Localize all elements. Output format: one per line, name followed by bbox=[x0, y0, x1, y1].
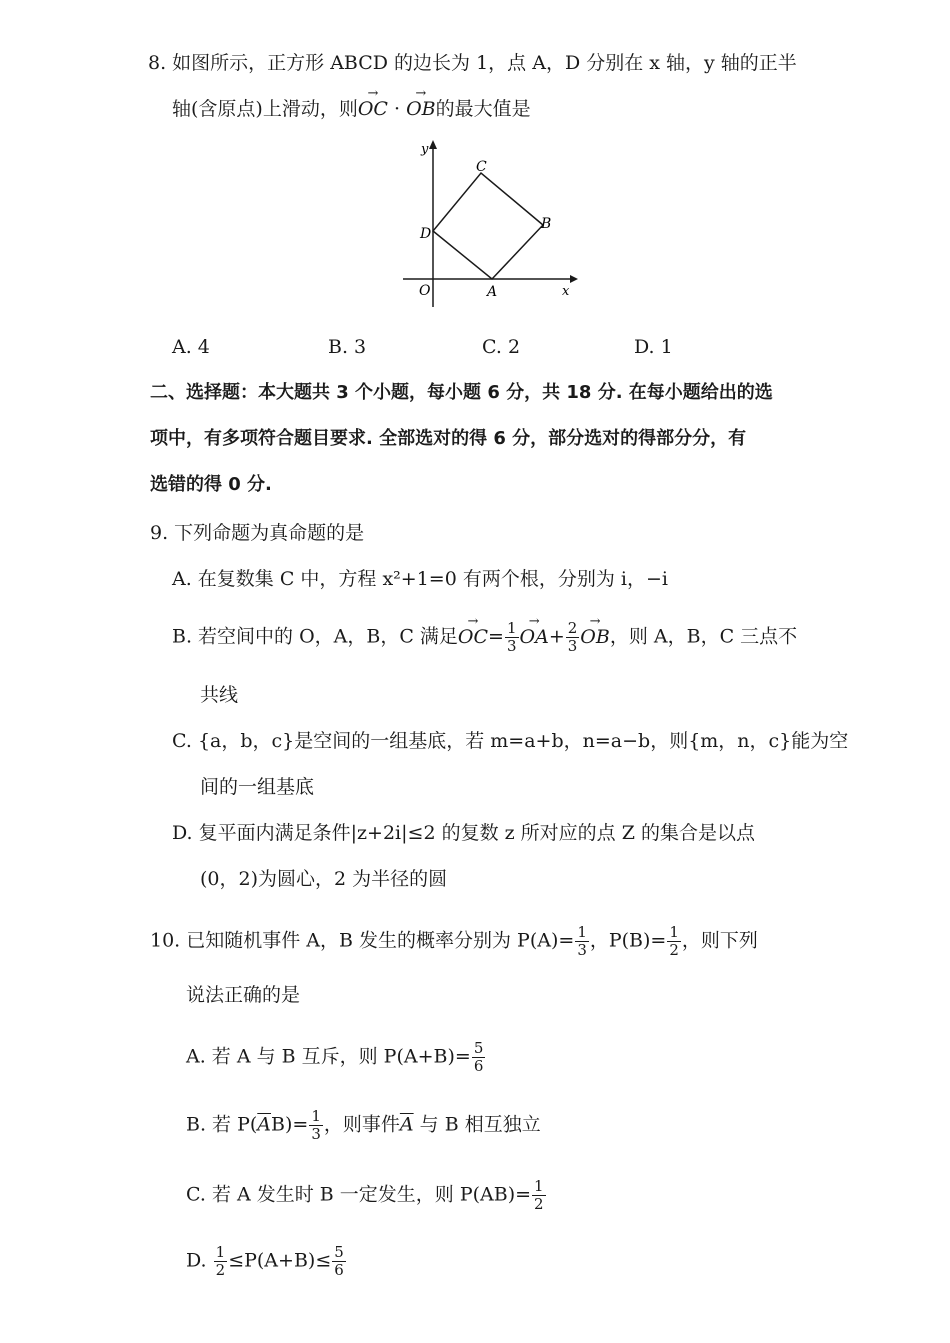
fraction-five-sixths bbox=[332, 1244, 346, 1279]
complement-a: $\overline{A}$ bbox=[399, 1113, 414, 1136]
q8-stem-line2 bbox=[172, 96, 531, 122]
q9-option-b-line2: 共线 bbox=[200, 684, 239, 706]
q10-option-b bbox=[186, 1108, 541, 1143]
numerator: 1 bbox=[669, 923, 679, 941]
dot-operator: · bbox=[387, 98, 407, 120]
label-d: D bbox=[420, 226, 432, 242]
q8-stem-end: 的最大值是 bbox=[435, 98, 531, 120]
numerator: 1 bbox=[534, 1177, 544, 1195]
vector-oa: → OA bbox=[520, 624, 549, 650]
q9-option-c-line2: 间的一组基底 bbox=[200, 776, 315, 798]
numerator: 1 bbox=[577, 923, 587, 941]
denominator: 3 bbox=[506, 637, 517, 655]
q9-option-b bbox=[172, 620, 797, 655]
q9-stem: 9. 下列命题为真命题的是 bbox=[150, 522, 365, 544]
numerator: 5 bbox=[473, 1039, 484, 1057]
fraction-five-sixths bbox=[472, 1040, 486, 1075]
q10-stem-line2: 说法正确的是 bbox=[186, 984, 301, 1006]
denominator: 2 bbox=[215, 1261, 226, 1279]
q10-a-text: A. 若 A 与 B 互斥，则 P(A+B)= bbox=[186, 1045, 471, 1068]
q8-option-c: C. 2 bbox=[482, 336, 521, 358]
denominator: 3 bbox=[577, 941, 587, 959]
q10-d-text: D. bbox=[186, 1249, 213, 1272]
vector-oc: → OC bbox=[458, 624, 488, 650]
label-b: B bbox=[541, 216, 552, 232]
numerator: 1 bbox=[215, 1243, 226, 1261]
label-o: O bbox=[419, 283, 431, 299]
label-x: x bbox=[562, 284, 570, 299]
section2-line1: 二、选择题：本大题共 3 个小题，每小题 6 分，共 18 分. 在每小题给出的选 bbox=[150, 382, 773, 403]
q9-option-a: A. 在复数集 C 中，方程 x²+1=0 有两个根，分别为 i，−i bbox=[172, 568, 668, 590]
q10-c-text: C. 若 A 发生时 B 一定发生，则 P(AB)= bbox=[186, 1183, 532, 1206]
q8-figure bbox=[395, 135, 595, 315]
q10-stem-end: ，则下列 bbox=[681, 929, 758, 952]
denominator: 2 bbox=[534, 1195, 544, 1213]
q10-b-text: B. 若 P( bbox=[186, 1113, 258, 1136]
q10-option-c bbox=[186, 1178, 547, 1213]
q10-d-mid: ≤P(A+B)≤ bbox=[228, 1249, 332, 1272]
y-axis-arrow bbox=[429, 140, 437, 149]
numerator: 2 bbox=[567, 619, 578, 637]
q9-option-d-line2: (0，2)为圆心，2 为半径的圆 bbox=[200, 868, 448, 890]
section2-line2: 项中，有多项符合题目要求. 全部选对的得 6 分，部分选对的得部分分，有 bbox=[150, 428, 747, 449]
fraction-pa bbox=[575, 924, 589, 959]
q10-option-d bbox=[186, 1244, 347, 1279]
q8-option-d: D. 1 bbox=[634, 336, 673, 358]
q10-b-post: ，则事件 bbox=[323, 1113, 400, 1136]
q9-option-c-line1: C. {a，b，c}是空间的一组基底，若 m=a+b，n=a−b，则{m，n，c}能为空 bbox=[172, 730, 849, 752]
square-abcd bbox=[433, 173, 543, 279]
q10-b-end: 与 B 相互独立 bbox=[413, 1113, 541, 1136]
fraction-one-half bbox=[532, 1178, 546, 1213]
vector-oc: → OC bbox=[358, 96, 388, 122]
vector-ob: → OB bbox=[406, 96, 436, 122]
q9-option-d-line1: D. 复平面内满足条件|z+2i|≤2 的复数 z 所对应的点 Z 的集合是以点 bbox=[172, 822, 755, 844]
q9-b-text: B. 若空间中的 O，A，B，C 满足 bbox=[172, 625, 458, 648]
vector-ob: → OB bbox=[580, 624, 610, 650]
label-a: A bbox=[487, 284, 498, 300]
fraction-one-third bbox=[309, 1108, 323, 1143]
section2-line3: 选错的得 0 分. bbox=[150, 474, 272, 495]
numerator: 1 bbox=[506, 619, 517, 637]
q10-stem-mid: ，P(B)= bbox=[589, 929, 667, 952]
x-axis-arrow bbox=[570, 275, 578, 283]
q8-stem-line1: 8. 如图所示，正方形 ABCD 的边长为 1，点 A，D 分别在 x 轴，y 轴的正半 bbox=[148, 52, 797, 74]
label-y: y bbox=[421, 142, 429, 157]
denominator: 2 bbox=[669, 941, 679, 959]
numerator: 1 bbox=[311, 1107, 321, 1125]
plus: + bbox=[548, 625, 565, 648]
q9-b-end: ，则 A，B，C 三点不 bbox=[609, 625, 798, 648]
q8-option-b: B. 3 bbox=[328, 336, 367, 358]
label-c: C bbox=[476, 159, 487, 175]
q10-stem-text: 10. 已知随机事件 A，B 发生的概率分别为 P(A)= bbox=[150, 929, 575, 952]
denominator: 6 bbox=[334, 1261, 344, 1279]
equals: = bbox=[488, 625, 504, 648]
denominator: 6 bbox=[473, 1057, 484, 1075]
numerator: 5 bbox=[334, 1243, 344, 1261]
fraction-one-third bbox=[505, 620, 519, 655]
fraction-one-half bbox=[214, 1244, 228, 1279]
q8-stem-text: 轴(含原点)上滑动，则 bbox=[172, 98, 358, 120]
q10-b-mid: B)= bbox=[271, 1113, 309, 1136]
q8-option-a: A. 4 bbox=[172, 336, 210, 358]
denominator: 3 bbox=[567, 637, 578, 655]
q10-stem-line1 bbox=[150, 924, 758, 959]
q10-option-a bbox=[186, 1040, 486, 1075]
fraction-two-thirds bbox=[566, 620, 580, 655]
denominator: 3 bbox=[311, 1125, 321, 1143]
complement-a: $\overline{A}$ bbox=[257, 1113, 272, 1136]
fraction-pb bbox=[667, 924, 681, 959]
